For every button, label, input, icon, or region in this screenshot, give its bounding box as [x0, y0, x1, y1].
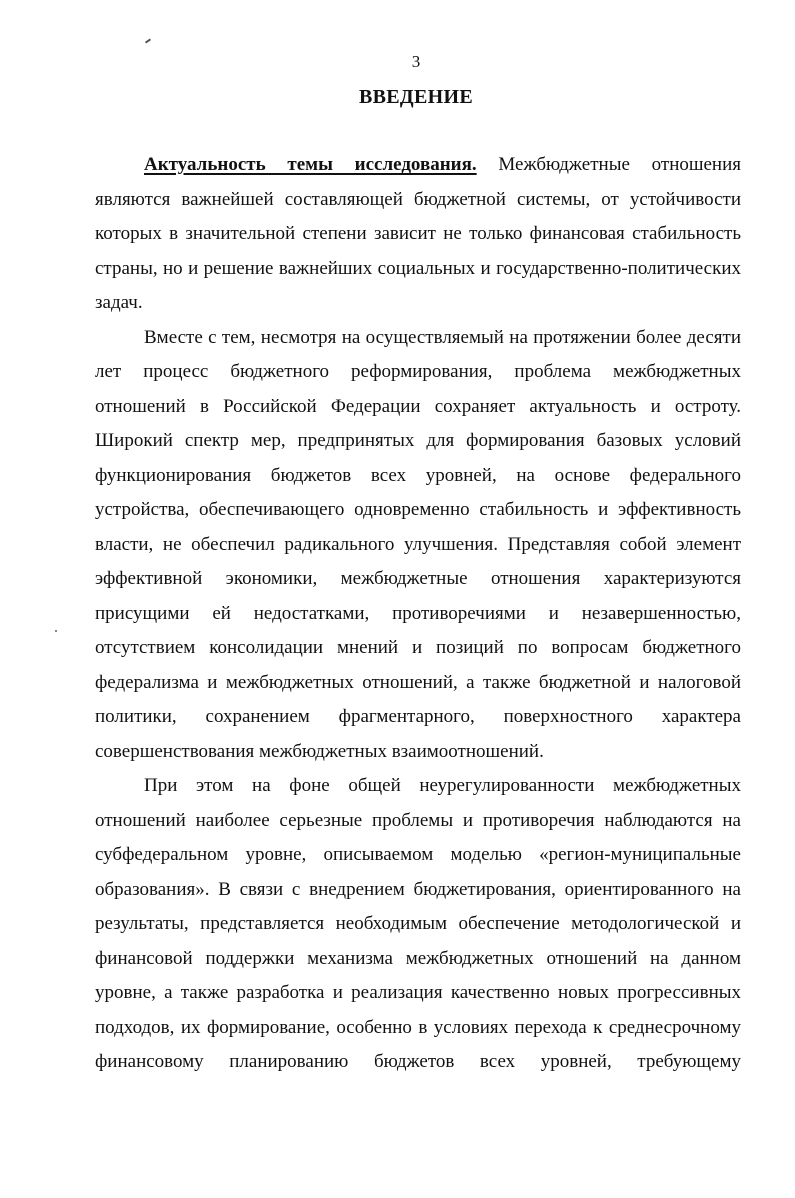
paragraph-text: Межбюджетные отношения являются важнейшей составляющей бюджетной системы, от устойчивости которых в значительной степени зависит не только финансовая стабильность страны, но и решение важнейших социальных и государственно-политических задач.: [95, 154, 742, 313]
paragraph-relevance: [95, 148, 741, 321]
scan-artifact-mark: [145, 38, 151, 43]
paragraph-reform: Вместе с тем, несмотря на осуществляемый на протяжении более десяти лет процесс бюджетного реформирования, проблема межбюджетных отношений в Российской Федерации сохраняет актуальность и остроту. Широкий спектр мер, предпринятых для формирования базовых условий функционирования бюджетов всех уровней, на основе федерального устройства, обеспечивающего одновременно стабильность и эффективность власти, не обеспечил радикального улучшения. Представляя собой элемент эффективной экономики, межбюджетные отношения характеризуются присущими ей недостатками, противоречиями и незавершенностью, отсутствием консолидации мнений и позиций по вопросам бюджетного федерализма и межбюджетных отношений, а также бюджетной и налоговой политики, сохранением фрагментарного, поверхностного характера совершенствования межбюджетных взаимоотношений.: [95, 326, 741, 762]
page-number: 3: [411, 52, 421, 71]
body-text: [95, 148, 741, 1080]
paragraph-lead-title: Актуальность темы исследования.: [144, 154, 477, 175]
paragraph-subfederal: При этом на фоне общей неурегулированности межбюджетных отношений наиболее серьезные проблемы и противоречия наблюдаются на субфедеральном уровне, описываемом моделью «регион-муниципальные образования». В связи с внедрением бюджетирования, ориентированного на результаты, представляется необходимым обеспечение методологической и финансовой поддержки механизма межбюджетных отношений на данном уровне, а также разработка и реализация качественно новых прогрессивных подходов, их формирование, особенно в условиях перехода к среднесрочному финансовому планированию бюджетов всех уровней, требующему: [95, 775, 741, 1072]
scan-artifact-dot: [55, 630, 57, 632]
section-heading: ВВЕДЕНИЕ: [359, 86, 473, 108]
